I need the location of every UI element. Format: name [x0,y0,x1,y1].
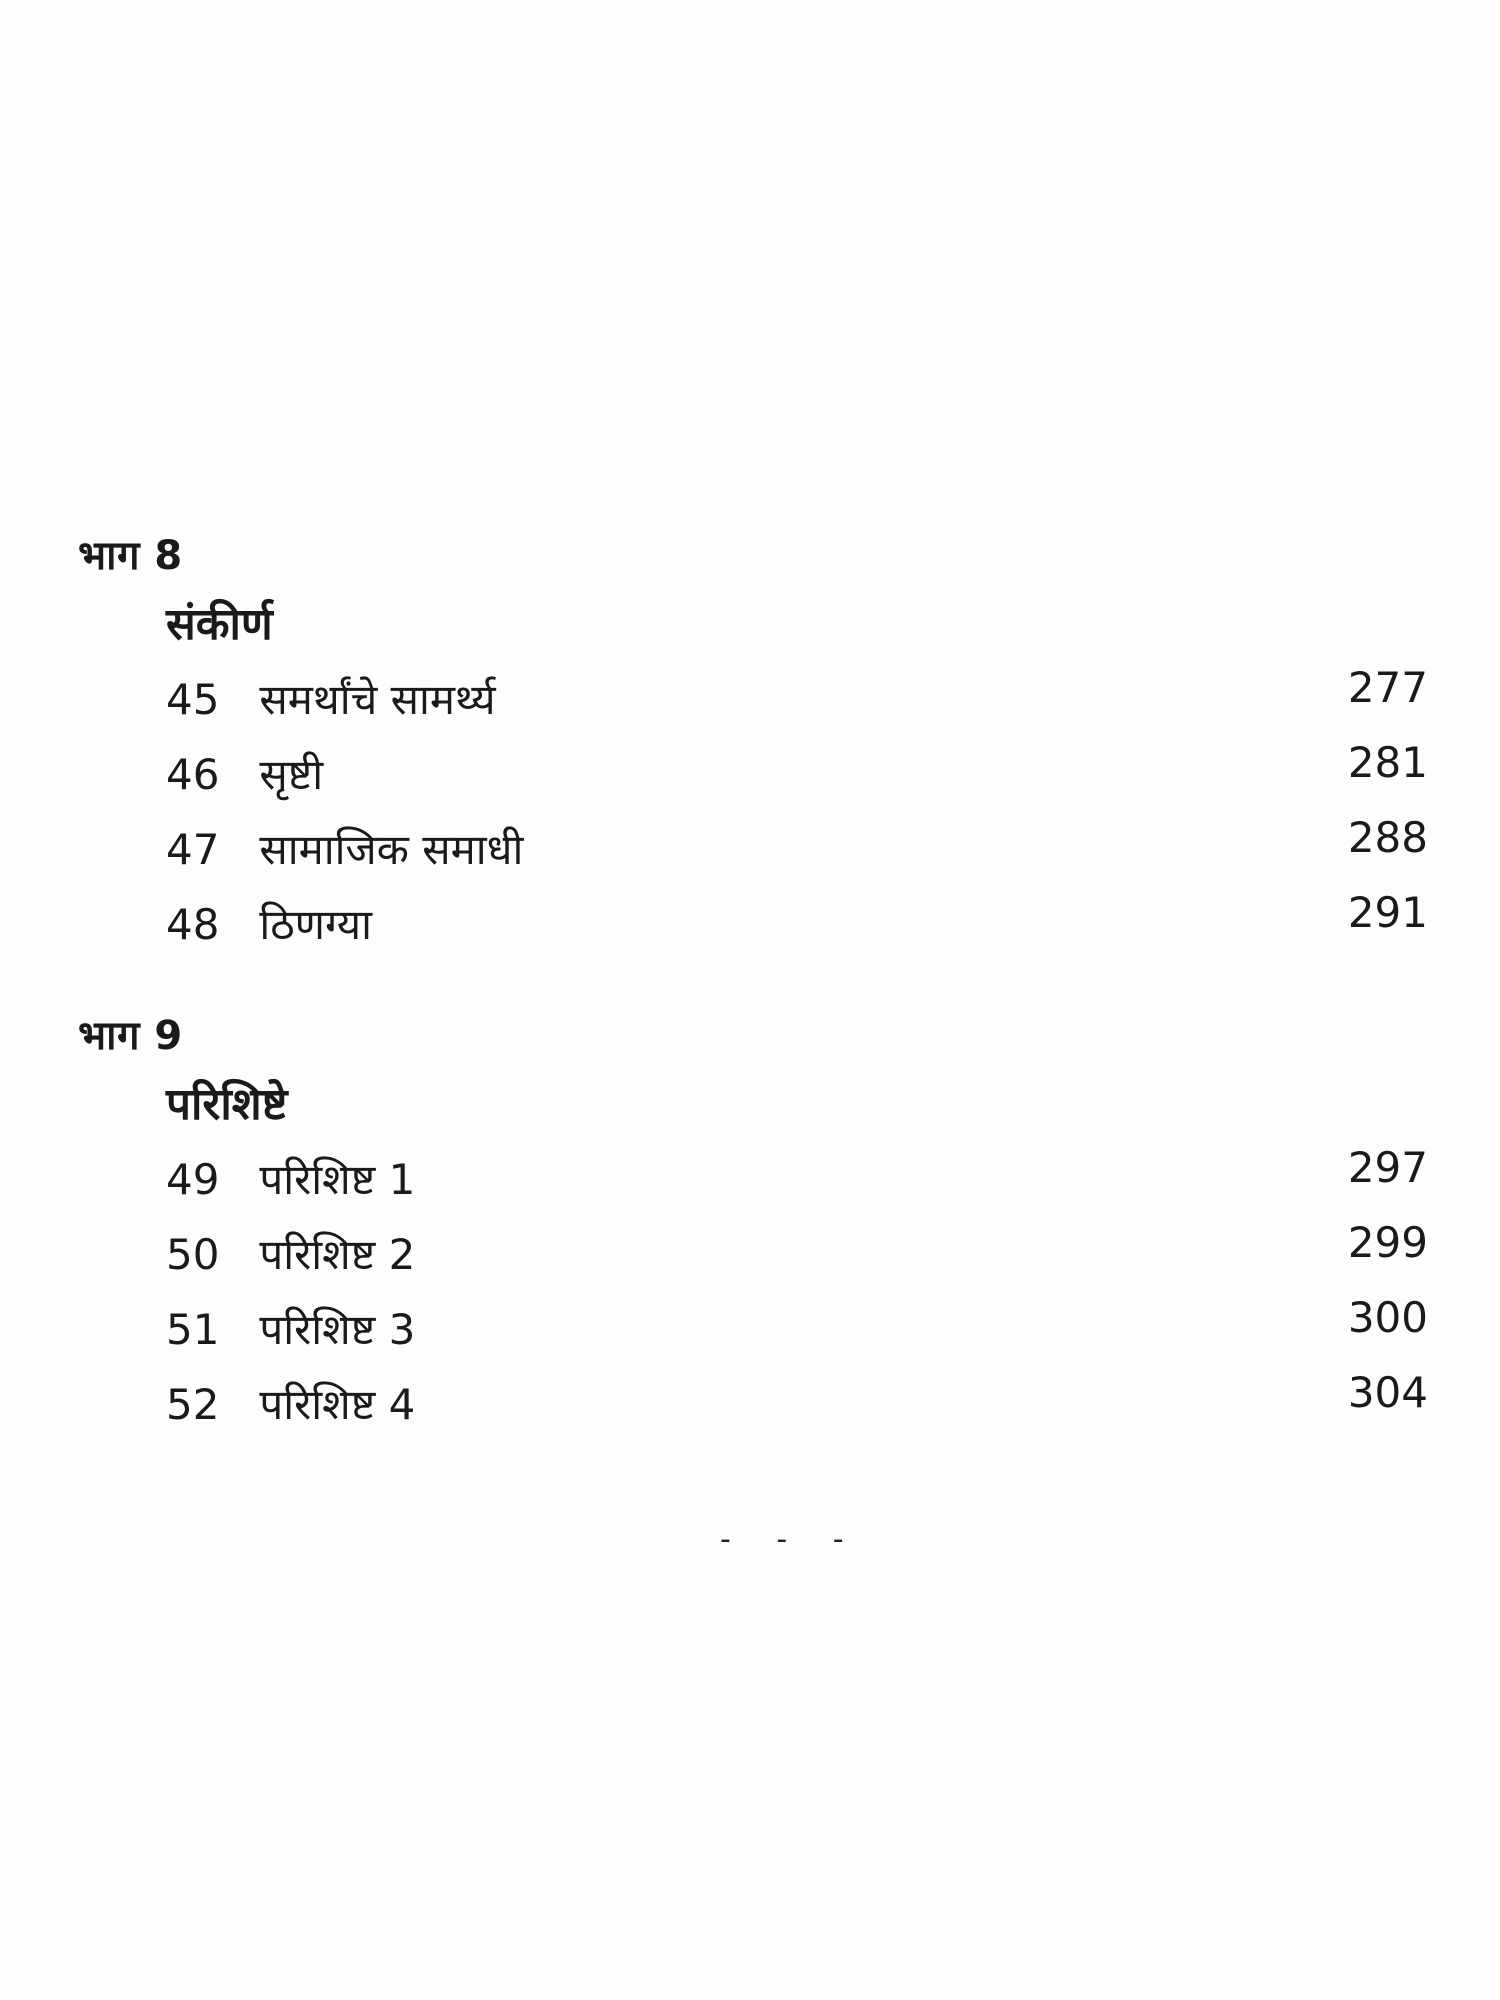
toc-entry[interactable] [166,737,1428,812]
toc-entry[interactable] [166,1142,1428,1217]
section-title: संकीर्ण [166,599,273,650]
toc-entry[interactable] [166,662,1428,737]
page-number: 304 [1347,1368,1428,1417]
chapter-title: परिशिष्ट 1 [259,1155,416,1204]
part-8 [78,525,1428,962]
page-number: 297 [1347,1143,1428,1192]
chapter-number: 51 [166,1305,220,1354]
chapter-number: 46 [166,750,220,799]
page-number: 281 [1347,738,1428,787]
toc-entry[interactable] [166,1217,1428,1292]
chapter-number: 45 [166,675,220,724]
chapter-title: सामाजिक समाधी [259,825,524,874]
toc-entry[interactable] [166,812,1428,887]
chapter-title: ठिणग्या [259,900,373,949]
chapter-number: 50 [166,1230,220,1279]
chapter-title: परिशिष्ट 3 [259,1305,416,1354]
toc-entry[interactable] [166,1292,1428,1367]
chapter-title: परिशिष्ट 2 [259,1230,416,1279]
page-number: 288 [1347,813,1428,862]
chapter-title: परिशिष्ट 4 [259,1380,416,1429]
chapter-title: समर्थांचे सामर्थ्य [259,675,496,724]
part-heading: भाग 9 [78,1013,183,1059]
page-number: 277 [1347,663,1428,712]
section-title: परिशिष्टे [166,1079,288,1130]
page-number: 300 [1347,1293,1428,1342]
chapter-number: 47 [166,825,220,874]
chapter-number: 52 [166,1380,220,1429]
part-9 [78,1005,1428,1442]
chapter-title: सृष्टी [259,750,324,799]
chapter-number: 48 [166,900,220,949]
page-number: 299 [1347,1218,1428,1267]
toc-entry[interactable] [166,1367,1428,1442]
part-heading: भाग 8 [78,533,183,579]
page-number: 291 [1347,888,1428,937]
chapter-number: 49 [166,1155,220,1204]
end-of-section-mark: - - - [720,1522,862,1557]
toc-entry[interactable] [166,887,1428,962]
